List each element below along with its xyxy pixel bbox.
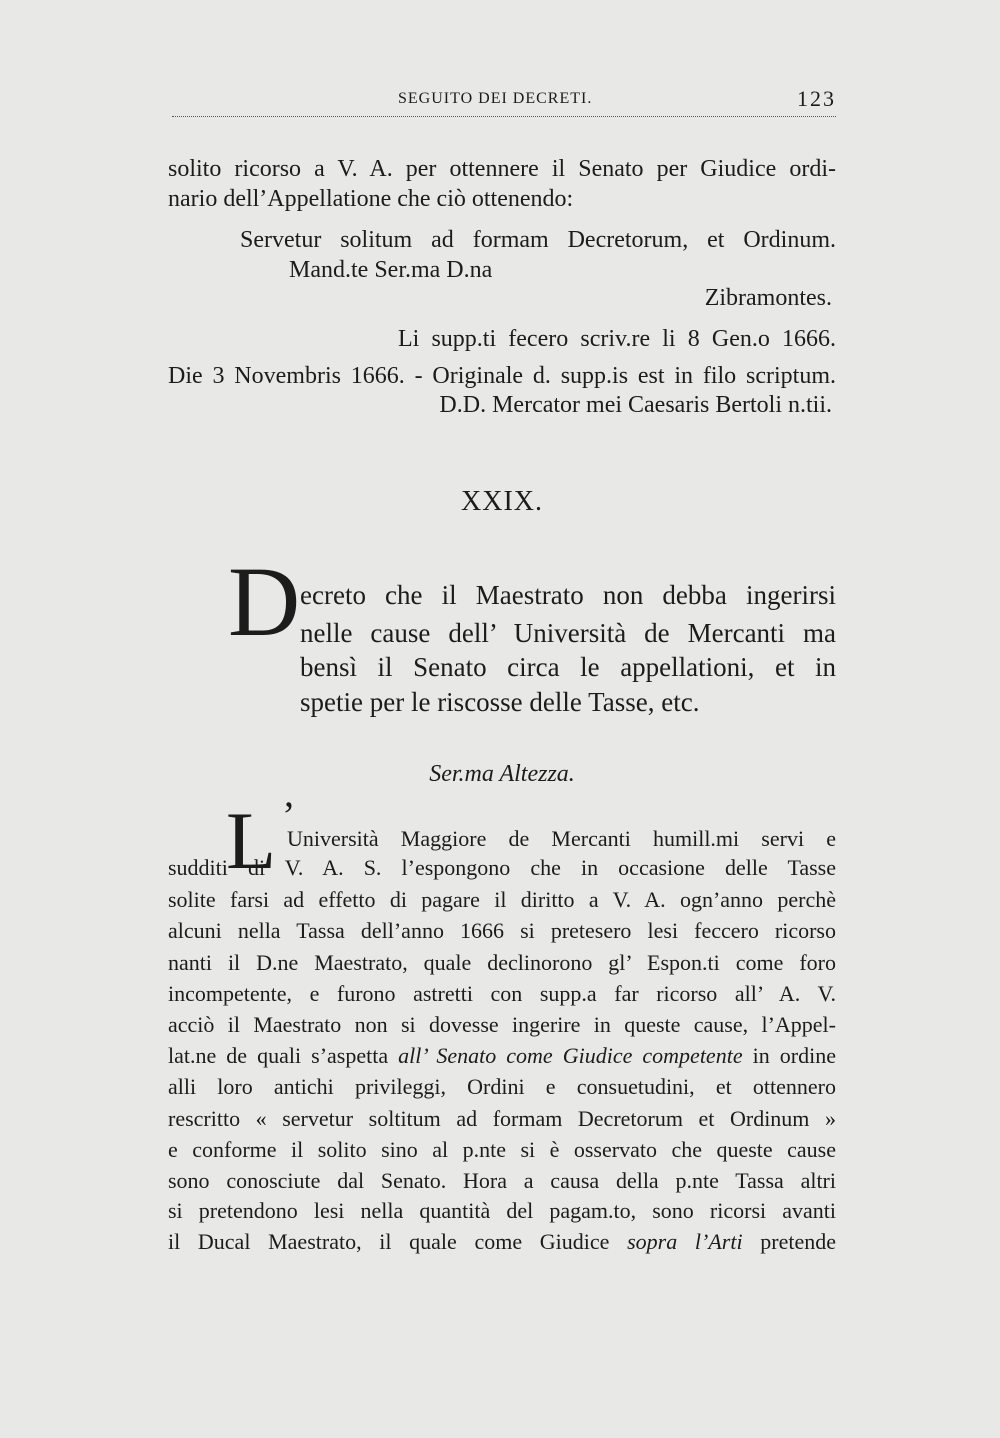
body-line: alcuni nella Tassa dell’anno 1666 si pretesero lesi feccero ricorso (168, 918, 836, 943)
page-header (168, 86, 836, 116)
body-line: alli loro antichi privileggi, Ordini e consuetudini, et ottennero (168, 1074, 836, 1099)
section-title-line: spetie per le riscosse delle Tasse, etc. (300, 687, 700, 717)
drop-cap-l: L (226, 795, 277, 886)
body-line: solite farsi ad effetto di pagare il diritto a V. A. ogn’anno perchè (168, 887, 836, 912)
body-line: si pretendono lesi nella quantità del pagam.to, sono ricorsi avanti (168, 1198, 836, 1223)
body-line: Università Maggiore de Mercanti humill.mi servi e (287, 826, 836, 851)
drop-cap-apostrophe: ’ (282, 793, 296, 838)
text-line: solito ricorso a V. A. per ottennere il Senato per Giudice ordi- (168, 156, 836, 182)
body-text: il Ducal Maestrato, il quale come Giudice (168, 1229, 628, 1254)
page-number: 123 (797, 86, 836, 111)
section-title-line: ecreto che il Maestrato non debba ingerirsi (300, 580, 836, 610)
body-italic-text: all’ Senato come Giudice competente (398, 1043, 743, 1068)
body-text: in ordine (742, 1043, 836, 1068)
body-line: sudditi di V. A. S. l’espongono che in occasione delle Tasse (168, 855, 836, 880)
body-line-with-italic (168, 1045, 836, 1067)
decree-notary: D.D. Mercator mei Caesaris Bertoli n.tii. (439, 392, 832, 418)
body-line: e conforme il solito sino al p.nte si è osservato che queste cause (168, 1137, 836, 1162)
body-line-with-italic (168, 1231, 836, 1253)
body-italic-text: sopra l’Arti (627, 1229, 743, 1254)
body-text: pretende (742, 1229, 837, 1254)
decree-formula: Servetur solitum ad formam Decretorum, et Ordinum. (240, 227, 836, 253)
section-title-line: nelle cause dell’ Università de Mercanti ma (300, 618, 836, 648)
body-line: incompetente, e furono astretti con supp.a far ricorso all’ A. V. (168, 981, 836, 1006)
decree-mandate: Mand.te Ser.ma D.na (289, 257, 493, 283)
drop-cap-d: D (228, 546, 301, 657)
decree-date-line: Li supp.ti fecero scriv.re li 8 Gen.o 1666. (398, 326, 836, 352)
body-line: acciò il Maestrato non si dovesse ingerire in queste cause, l’Appel- (168, 1012, 836, 1037)
running-head: SEGUITO DEI DECRETI. (398, 90, 593, 107)
text-line: nario dell’Appellatione che ciò ottenendo: (168, 186, 574, 212)
section-title-line: bensì il Senato circa le appellationi, et in (300, 652, 836, 682)
decree-registration: Die 3 Novembris 1666. - Originale d. supp.is est in filo scriptum. (168, 363, 836, 389)
decree-signature: Zibramontes. (704, 285, 832, 311)
salutation: Ser.ma Altezza. (429, 761, 575, 787)
header-rule (172, 116, 836, 117)
body-line: sono conosciute dal Senato. Hora a causa della p.nte Tassa altri (168, 1168, 836, 1193)
section-number: XXIX. (461, 486, 543, 517)
body-text: lat.ne de quali s’aspetta (168, 1043, 399, 1068)
body-line: nanti il D.ne Maestrato, quale declinorono gl’ Espon.ti come foro (168, 950, 836, 975)
body-line: rescritto « servetur soltitum ad formam Decretorum et Ordinum » (168, 1106, 836, 1131)
